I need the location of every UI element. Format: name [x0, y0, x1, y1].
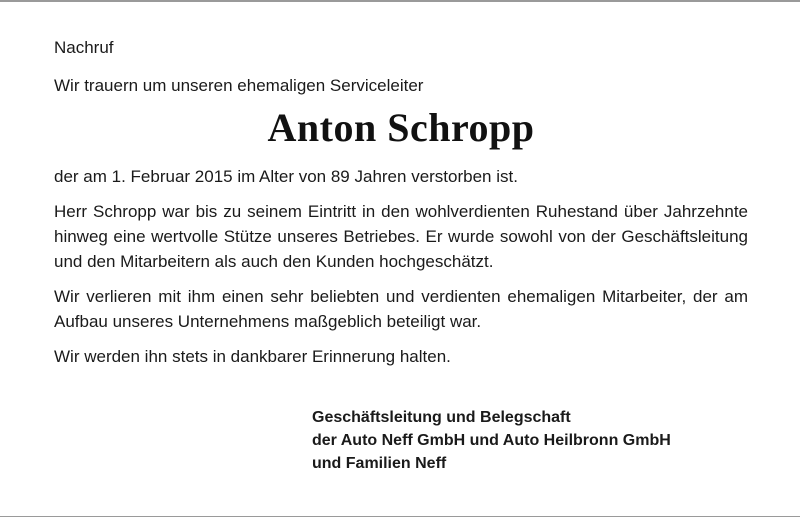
notice-heading: Nachruf	[54, 38, 114, 57]
signature-line-1: Geschäftsleitung und Belegschaft	[312, 409, 571, 426]
intro-line: Wir trauern um unseren ehemaligen Serviceleiter	[54, 76, 424, 95]
top-border	[0, 0, 800, 2]
signature-block	[312, 406, 671, 475]
notice-body	[54, 36, 748, 381]
signature-line-3: und Familien Neff	[312, 455, 447, 472]
tribute-paragraph-1: Herr Schropp war bis zu seinem Eintritt in den wohlverdienten Ruhestand über Jahrzehnte hinweg eine wertvolle Stütze unseres Betriebes. Er wurde sowohl von der Geschäftsleitung und den Mitarbeitern als auch den Kunden hochgeschätzt.	[54, 202, 748, 271]
tribute-paragraph-2: Wir verlieren mit ihm einen sehr beliebten und verdienten ehemaligen Mitarbeiter, der am Aufbau unseres Unternehmens maßgeblich beteiligt war.	[54, 287, 748, 331]
deceased-name: Anton Schropp	[267, 105, 535, 150]
death-date-line: der am 1. Februar 2015 im Alter von 89 Jahren verstorben ist.	[54, 167, 518, 186]
signature-line-2: der Auto Neff GmbH und Auto Heilbronn GmbH	[312, 432, 671, 449]
closing-line: Wir werden ihn stets in dankbarer Erinnerung halten.	[54, 347, 451, 366]
